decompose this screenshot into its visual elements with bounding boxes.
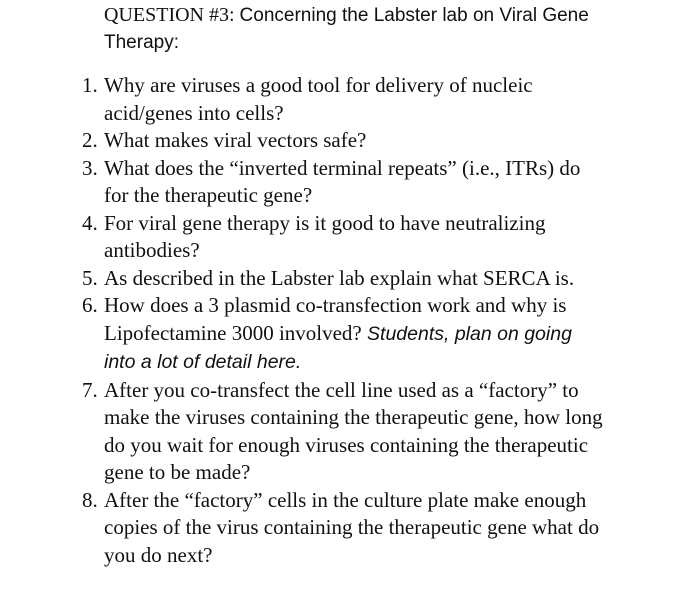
list-item	[0, 377, 604, 487]
question-number-label: QUESTION #3:	[104, 4, 240, 26]
item-text: After the “factory” cells in the culture plate make enough copies of the virus containing the therapeutic gene what do you do next?	[104, 487, 600, 567]
list-item	[0, 127, 604, 155]
item-number: 8.	[82, 487, 98, 512]
item-number: 6.	[82, 293, 98, 317]
item-text: What does the “inverted terminal repeats” (i.e., ITRs) do for the therapeutic gene?	[104, 155, 581, 207]
item-number: 2.	[82, 128, 98, 152]
question-list	[0, 72, 700, 569]
question-heading	[104, 2, 664, 56]
list-item	[0, 265, 604, 293]
item-text: For viral gene therapy is it good to have neutralizing antibodies?	[104, 210, 546, 262]
list-item	[0, 155, 604, 210]
list-item	[0, 72, 604, 127]
item-text: After you co-transfect the cell line used as a “factory” to make the viruses containing the therapeutic gene, how long do you wait for enough viruses containing the therapeutic gene to be made?	[104, 377, 603, 484]
list-item	[0, 487, 604, 570]
item-number: 1.	[82, 73, 98, 97]
item-number: 4.	[82, 210, 98, 235]
question-title: Concerning the Labster lab on Viral Gene Therapy:	[104, 5, 589, 53]
item-emphasis-note: Students, plan on going into a lot of detail here.	[104, 322, 572, 373]
item-number: 5.	[82, 265, 98, 290]
item-text: What makes viral vectors safe?	[104, 128, 367, 152]
list-item	[0, 292, 604, 377]
item-number: 7.	[82, 377, 98, 402]
list-item	[0, 210, 604, 265]
item-text: How does a 3 plasmid co-transfection work and why is Lipofectamine 3000 involved?	[104, 293, 567, 345]
item-text: Why are viruses a good tool for delivery of nucleic acid/genes into cells?	[104, 73, 533, 125]
item-number: 3.	[82, 155, 98, 180]
item-text: As described in the Labster lab explain what SERCA is.	[104, 265, 575, 290]
